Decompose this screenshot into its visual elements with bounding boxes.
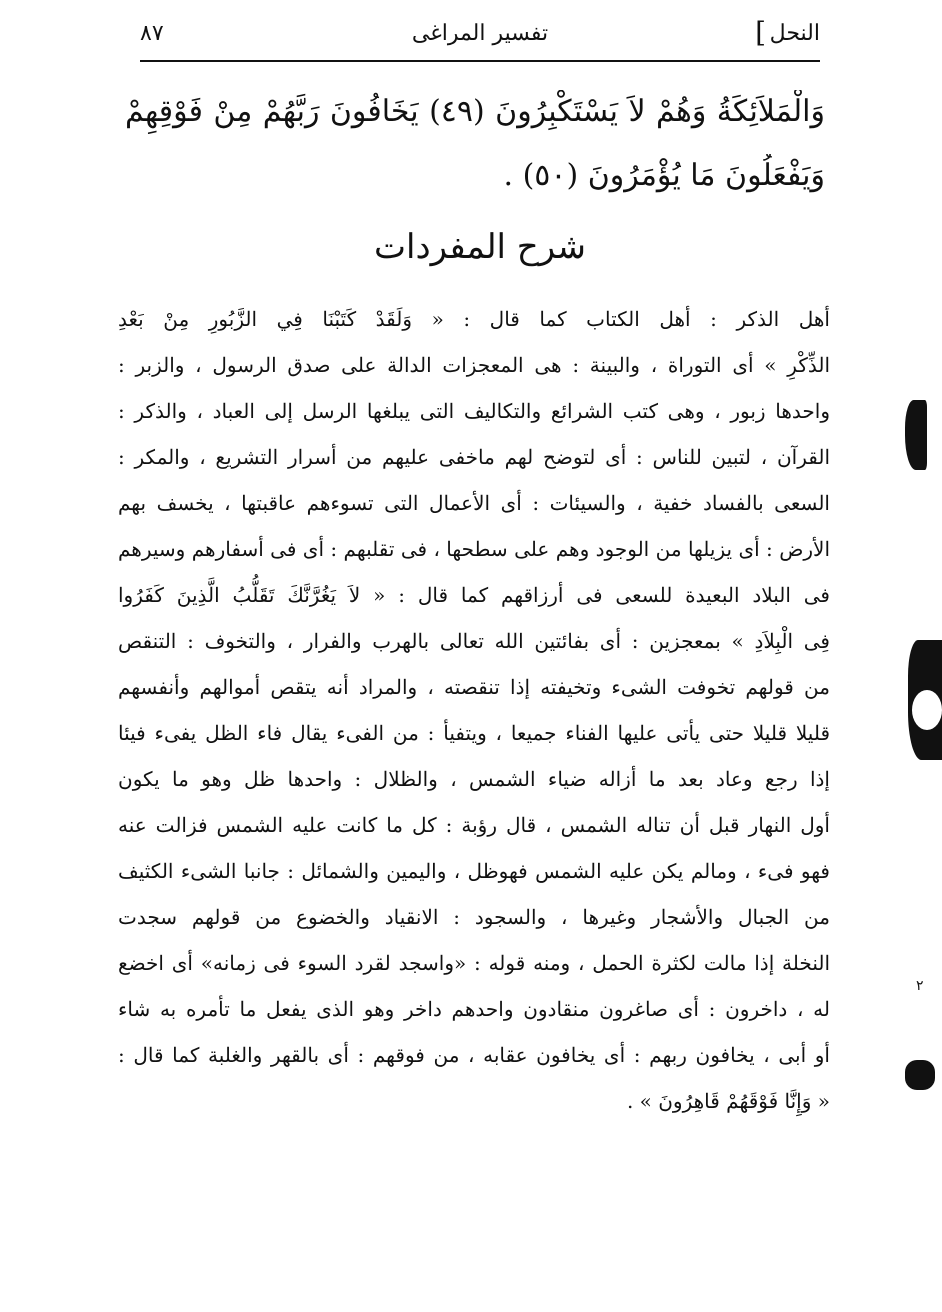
section-title: شرح المفردات bbox=[373, 227, 587, 267]
body-line: أول النهار قبل أن تناله الشمس ، قال رؤبة : كل ما كانت عليه الشمس فزالت عنه bbox=[118, 813, 830, 837]
page-number: ٨٧ bbox=[140, 21, 164, 46]
body-line: النخلة إذا مالت لكثرة الحمل ، ومنه قوله : «واسجد لقرد السوء فى زمانه» أى اخضع bbox=[118, 951, 830, 975]
body-line: فهو فىء ، ومالم يكن عليه الشمس فهوظل ، واليمين والشمائل : جانبا الشىء الكثيف bbox=[118, 859, 830, 883]
body-line: من قولهم تخوفت الشىء وتخيفته إذا تنقصته ، والمراد أنه يتقص أموالهم وأنفسهم bbox=[118, 675, 830, 699]
body-line: الأرض : أى يزيلها من الوجود وهم على سطحها ، فى تقلبهم : أى فى أسفارهم وسيرهم bbox=[118, 537, 830, 561]
body-line: « وَإِنَّا فَوْقَهُمْ قَاهِرُونَ » . bbox=[626, 1089, 830, 1113]
glossary-body bbox=[118, 296, 830, 1124]
body-line: الذِّكْرِ » أى التوراة ، والبينة : هى المعجزات الدالة على صدق الرسول ، والزبر : bbox=[118, 353, 830, 377]
body-line: أهل الذكر : أهل الكتاب كما قال : « وَلَقَدْ كَتَبْنَا فِي الزَّبُورِ مِنْ بَعْدِ bbox=[118, 307, 830, 331]
body-line: إذا رجع وعاد بعد ما أزاله ضياء الشمس ، والظلال : واحدها ظل وهو ما يكون bbox=[118, 767, 830, 791]
verse-line-1: وَالْمَلاَئِكَةُ وَهُمْ لاَ يَسْتَكْبِرُونَ (٤٩) يَخَافُونَ رَبَّهُمْ مِنْ فَوْقِهِمْ bbox=[125, 94, 825, 129]
surah-name: النحل bbox=[769, 21, 820, 46]
body-line: واحدها زبور ، وهى كتب الشرائع والتكاليف التى يبلغها الرسل إلى العباد ، والذكر : bbox=[118, 399, 830, 423]
book-title: تفسير المراغى bbox=[411, 21, 549, 46]
scan-blotch bbox=[905, 1060, 935, 1090]
body-line: السعى بالفساد خفية ، والسيئات : أى الأعمال التى تسوءهم عاقبتها ، يخسف بهم bbox=[118, 491, 830, 515]
scan-blotch bbox=[905, 400, 927, 470]
body-line: القرآن ، لتبين للناس : أى لتوضح لهم ماخفى عليهم من أسرار التشريع ، والمكر : bbox=[118, 445, 830, 469]
body-line: قليلا قليلا حتى يأتى عليها الفناء جميعا ، ويتفيأ : من الفىء يقال فاء الظل يفىء فيئا bbox=[118, 721, 830, 745]
body-line: فى البلاد البعيدة للسعى فى أرزاقهم كما قال : « لاَ يَغُرَّنَّكَ تَقَلُّبُ الَّذِينَ كَفَرُوا bbox=[118, 583, 830, 607]
header-divider bbox=[140, 60, 820, 62]
margin-mark: ٢ bbox=[916, 978, 924, 994]
scan-blotch bbox=[912, 690, 942, 730]
body-line: له ، داخرون : أى صاغرون منقادون واحدهم داخر وهو الذى يفعل ما تأمره به شاء bbox=[118, 997, 830, 1021]
page-header bbox=[140, 18, 820, 58]
verse-line-2: وَيَفْعَلُونَ مَا يُؤْمَرُونَ (٥٠) . bbox=[503, 158, 825, 193]
body-line: من الجبال والأشجار وغيرها ، والسجود : الانقياد والخضوع من قولهم سجدت bbox=[118, 905, 830, 929]
body-line: أو أبى ، يخافون ربهم : أى يخافون عقابه ، من فوقهم : أى بالقهر والغلبة كما قال : bbox=[118, 1043, 830, 1067]
body-line: فِى الْبِلاَدِ » بمعجزين : أى بفائتين الله تعالى بالهرب والفرار ، والتخوف : التنقص bbox=[118, 629, 830, 653]
header-bracket: ] bbox=[755, 16, 766, 49]
